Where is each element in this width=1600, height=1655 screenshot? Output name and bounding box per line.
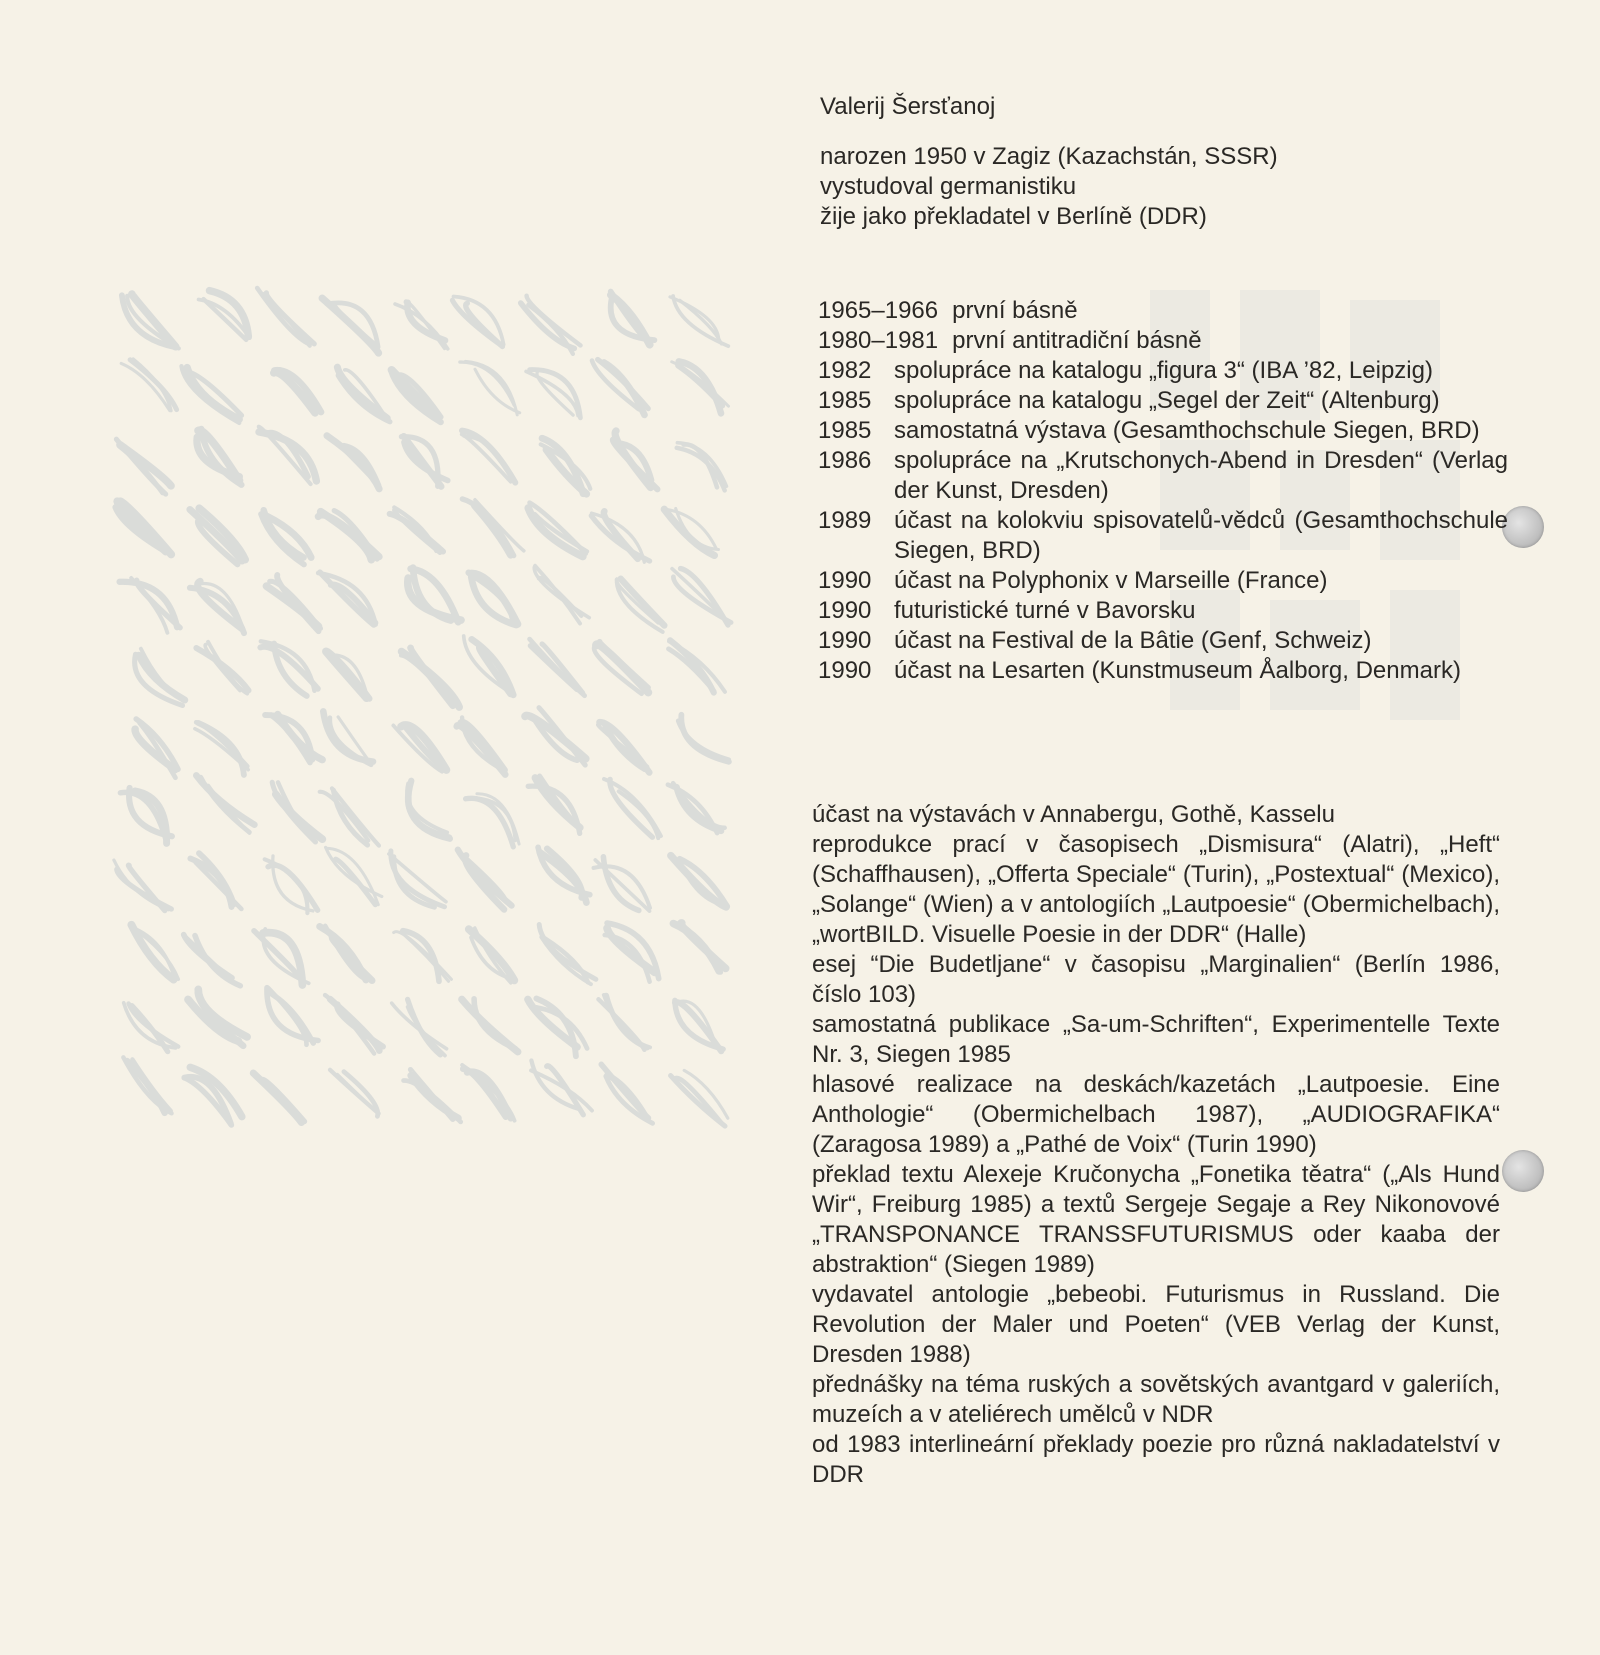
- artwork-stroke: [196, 775, 254, 824]
- activity-paragraph: reprodukce prací v časopisech „Dismisura“ (Alatri), „Heft“ (Schaffhausen), „Offerta Speciale“ (Turin), „Postextual“ (Mexico), „Solange“ (Wien) a v antologiích „Lautpoesie“ (Obermichelbach), „wortBILD. Visuelle Poesie in der DDR“ (Halle): [812, 831, 1500, 948]
- timeline-entry: [818, 446, 1508, 506]
- artwork-stroke: [190, 510, 242, 562]
- timeline-text: spolupráce na „Krutschonych-Abend in Dresden“ (Verlag der Kunst, Dresden): [894, 447, 1508, 504]
- artwork-stroke: [542, 644, 583, 693]
- timeline-year: 1990: [818, 657, 872, 684]
- artwork-stroke: [266, 293, 314, 344]
- bio-line: vystudoval germanistiku: [820, 173, 1077, 200]
- artwork-stroke: [598, 360, 649, 409]
- artwork-stroke: [547, 1066, 584, 1115]
- artwork-stroke: [596, 644, 648, 692]
- calligraphic-artwork: [110, 270, 750, 1170]
- artwork-stroke: [332, 937, 372, 980]
- timeline-entry: [818, 386, 1508, 416]
- artwork-stroke: [458, 850, 512, 906]
- timeline-year: 1986: [818, 447, 872, 474]
- artwork-stroke: [680, 859, 728, 907]
- artwork-stroke: [466, 798, 514, 847]
- timeline-entry: [818, 596, 1508, 626]
- timeline-entry: [818, 326, 1508, 356]
- activity-paragraph: vydavatel antologie „bebeobi. Futurismus in Russland. Die Revolution der Maler und Poeten“ (VEB Verlag der Kunst, Dresden 1988): [812, 1281, 1500, 1368]
- timeline-year: 1990: [818, 627, 872, 654]
- punch-hole-top: [1502, 506, 1544, 548]
- timeline-year: 1990: [818, 597, 872, 624]
- timeline-year: 1990: [818, 567, 872, 594]
- artwork-stroke: [276, 794, 323, 839]
- timeline-entry: [818, 566, 1508, 596]
- artwork-stroke: [198, 723, 244, 775]
- artwork-stroke: [411, 648, 453, 706]
- artwork-stroke: [139, 655, 185, 700]
- timeline-year: 1985: [818, 387, 872, 414]
- timeline-year: 1985: [818, 417, 872, 444]
- timeline-text: účast na kolokviu spisovatelů-vědců (Gesamthochschule Siegen, BRD): [894, 507, 1508, 564]
- activity-paragraph: samostatná publikace „Sa-um-Schriften“, Experimentelle Texte Nr. 3, Siegen 1985: [812, 1011, 1500, 1068]
- activity-paragraph: překlad textu Alexeje Kručonycha „Fonetika těatra“ („Als Hund Wir“, Freiburg 1985) a textů Sergeje Segaje a Rey Nikonovové „TRANSPONANCE TRANSSFUTURISMUS oder kaaba der abstraktion“ (Siegen 1989): [812, 1161, 1500, 1278]
- timeline-entry: [818, 656, 1508, 686]
- timeline-text: spolupráce na katalogu „figura 3“ (IBA ’82, Leipzig): [894, 357, 1433, 384]
- timeline-entry: [818, 626, 1508, 656]
- artwork-stroke: [681, 923, 726, 969]
- artwork-stroke: [394, 510, 440, 553]
- artwork-stroke: [606, 995, 647, 1047]
- artwork-stroke: [457, 725, 506, 774]
- artwork-stroke: [670, 297, 719, 340]
- activity-paragraph: esej “Die Budetljane“ v časopisu „Marginalien“ (Berlín 1986, číslo 103): [812, 951, 1500, 1008]
- timeline-year: 1965–1966: [818, 297, 939, 324]
- activity-paragraph: od 1983 interlineární překlady poezie pro různá nakladatelství v DDR: [812, 1431, 1500, 1488]
- artwork-stroke: [598, 725, 647, 767]
- timeline-year: 1989: [818, 507, 872, 534]
- artwork-stroke: [469, 929, 515, 980]
- punch-hole-bottom: [1502, 1150, 1544, 1192]
- timeline-entry: [818, 296, 1508, 326]
- timeline-text: první antitradiční básně: [952, 327, 1202, 354]
- timeline-text: spolupráce na katalogu „Segel der Zeit“ (Altenburg): [894, 387, 1440, 414]
- activities-block: [812, 800, 1500, 1490]
- timeline-entry: [818, 506, 1508, 566]
- timeline-entry: [818, 416, 1508, 446]
- artwork-stroke: [184, 935, 230, 978]
- artwork-stroke: [330, 999, 379, 1051]
- artwork-stroke: [535, 566, 580, 624]
- timeline-year: 1982: [818, 357, 872, 384]
- artwork-stroke: [333, 439, 378, 487]
- artwork-stroke: [330, 1070, 379, 1114]
- author-name: Valerij Šersťanoj: [820, 93, 996, 120]
- timeline-text: účast na Polyphonix v Marseille (France): [894, 567, 1328, 594]
- artwork-stroke: [535, 778, 580, 828]
- artwork-stroke: [127, 1061, 165, 1113]
- artwork-stroke: [610, 779, 653, 837]
- artwork-stroke: [278, 715, 323, 760]
- artwork-stroke: [405, 301, 444, 349]
- activity-paragraph: přednášky na téma ruských a sovětských avantgard v galeriích, muzeích a v ateliérech umělců v NDR: [812, 1371, 1500, 1428]
- activity-paragraph: účast na výstavách v Annabergu, Gothě, Kasselu: [812, 801, 1335, 828]
- artwork-stroke: [131, 925, 173, 980]
- activity-paragraph: hlasové realizace na deskách/kazetách „Lautpoesie. Eine Anthologie“ (Obermichelbach 1987), „AUDIOGRAFIKA“ (Zaragosa 1989) a „Pathé de Voix“ (Turin 1990): [812, 1071, 1500, 1158]
- artwork-stroke: [196, 862, 242, 909]
- artwork-stroke: [263, 294, 309, 346]
- timeline-entry: [818, 356, 1508, 386]
- artwork-stroke: [681, 715, 729, 762]
- timeline-text: účast na Lesarten (Kunstmuseum Åalborg, Denmark): [894, 657, 1461, 684]
- artwork-stroke: [594, 647, 642, 693]
- timeline-year: 1980–1981: [818, 327, 939, 354]
- timeline-text: samostatná výstava (Gesamthochschule Siegen, BRD): [894, 417, 1480, 444]
- artwork-stroke: [407, 784, 447, 833]
- bio-line: narozen 1950 v Zagiz (Kazachstán, SSSR): [820, 143, 1278, 170]
- artwork-stroke: [619, 791, 659, 838]
- bio-line: žije jako překladatel v Berlíně (DDR): [820, 203, 1207, 230]
- bio-block: [820, 142, 1278, 232]
- timeline-text: první básně: [952, 297, 1078, 324]
- timeline-list: [818, 296, 1508, 686]
- timeline-text: účast na Festival de la Bâtie (Genf, Schweiz): [894, 627, 1372, 654]
- artwork-stroke: [673, 924, 719, 972]
- artwork-stroke: [254, 931, 298, 976]
- timeline-text: futuristické turné v Bavorsku: [894, 597, 1196, 624]
- artwork-stroke: [539, 925, 596, 980]
